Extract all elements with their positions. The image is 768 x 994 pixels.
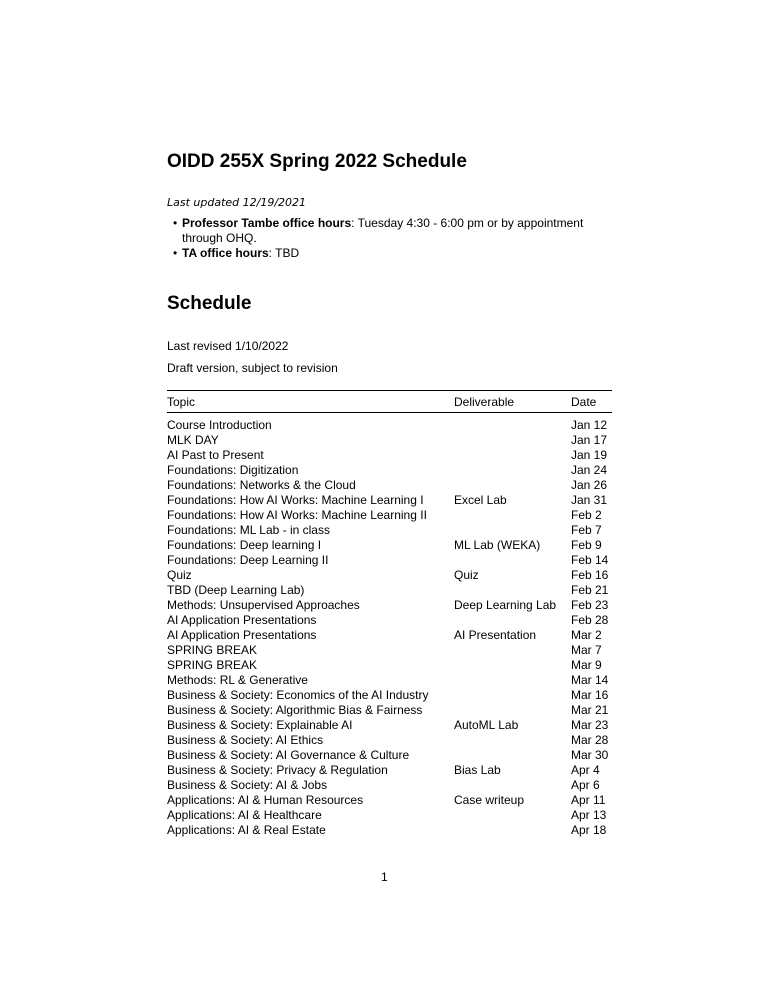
page-number: 1	[381, 870, 388, 884]
cell-date: Jan 19	[571, 448, 608, 462]
schedule-heading: Schedule	[167, 293, 252, 314]
cell-deliverable	[454, 823, 571, 838]
cell-topic: Foundations: Digitization	[167, 463, 299, 477]
cell-deliverable	[454, 613, 571, 628]
cell-date: Feb 28	[571, 613, 609, 627]
cell-deliverable: Excel Lab	[454, 493, 507, 507]
cell-topic: AI Application Presentations	[167, 613, 317, 627]
office-hours-professor	[173, 216, 613, 246]
cell-topic: Quiz	[167, 568, 192, 582]
cell-date: Mar 28	[571, 733, 609, 747]
bullet-icon: •	[173, 216, 178, 230]
cell-date: Feb 9	[571, 538, 602, 552]
table-row	[167, 523, 612, 538]
table-row	[167, 598, 612, 613]
table-row	[167, 538, 612, 553]
column-header-deliverable: Deliverable	[454, 391, 571, 413]
cell-deliverable	[454, 733, 571, 748]
table-row	[167, 493, 612, 508]
cell-deliverable	[454, 413, 571, 434]
cell-deliverable: Bias Lab	[454, 763, 501, 777]
cell-deliverable	[454, 478, 571, 493]
cell-date: Mar 9	[571, 658, 602, 672]
cell-date: Jan 26	[571, 478, 608, 492]
cell-date: Feb 21	[571, 583, 609, 597]
cell-topic: Business & Society: Explainable AI	[167, 718, 353, 732]
cell-deliverable	[454, 778, 571, 793]
table-row	[167, 658, 612, 673]
cell-topic: SPRING BREAK	[167, 658, 258, 672]
cell-date: Apr 13	[571, 808, 607, 822]
table-row	[167, 568, 612, 583]
cell-date: Feb 2	[571, 508, 602, 522]
table-row	[167, 823, 612, 838]
cell-deliverable	[454, 433, 571, 448]
cell-deliverable	[454, 523, 571, 538]
cell-date: Feb 14	[571, 553, 609, 567]
table-row	[167, 703, 612, 718]
cell-date: Feb 7	[571, 523, 602, 537]
cell-topic: TBD (Deep Learning Lab)	[167, 583, 305, 597]
cell-date: Mar 30	[571, 748, 609, 762]
cell-topic: AI Past to Present	[167, 448, 264, 462]
office-hours-ta	[173, 246, 613, 261]
cell-date: Apr 11	[571, 793, 606, 807]
cell-topic: Business & Society: Economics of the AI Industry	[167, 688, 429, 702]
cell-topic: Foundations: How AI Works: Machine Learning II	[167, 508, 427, 522]
cell-date: Jan 24	[571, 463, 608, 477]
bullet-icon: •	[173, 246, 178, 260]
cell-deliverable	[454, 688, 571, 703]
cell-topic: Foundations: ML Lab - in class	[167, 523, 330, 537]
table-row	[167, 763, 612, 778]
cell-date: Mar 16	[571, 688, 609, 702]
table-row	[167, 673, 612, 688]
cell-topic: Applications: AI & Real Estate	[167, 823, 326, 837]
cell-topic: AI Application Presentations	[167, 628, 317, 642]
table-row	[167, 463, 612, 478]
cell-date: Apr 6	[571, 778, 600, 792]
table-row	[167, 508, 612, 523]
cell-date: Mar 2	[571, 628, 602, 642]
cell-deliverable: AutoML Lab	[454, 718, 519, 732]
office-hours-label: TA office hours	[182, 246, 269, 260]
cell-deliverable	[454, 508, 571, 523]
cell-date: Jan 12	[571, 418, 608, 432]
cell-topic: SPRING BREAK	[167, 643, 258, 657]
cell-deliverable	[454, 703, 571, 718]
table-row	[167, 613, 612, 628]
cell-deliverable	[454, 463, 571, 478]
draft-note: Draft version, subject to revision	[167, 361, 338, 375]
cell-topic: Business & Society: AI Governance & Culture	[167, 748, 410, 762]
cell-date: Mar 23	[571, 718, 609, 732]
cell-date: Jan 31	[571, 493, 608, 507]
document-title: OIDD 255X Spring 2022 Schedule	[167, 151, 467, 172]
table-row	[167, 583, 612, 598]
schedule-table-body	[167, 413, 612, 839]
table-row	[167, 413, 612, 434]
column-header-topic: Topic	[167, 391, 454, 413]
cell-deliverable	[454, 553, 571, 568]
table-row	[167, 808, 612, 823]
cell-deliverable: Quiz	[454, 568, 479, 582]
cell-deliverable	[454, 643, 571, 658]
table-header-row	[167, 391, 612, 413]
cell-date: Mar 14	[571, 673, 609, 687]
cell-topic: Foundations: Deep Learning II	[167, 553, 329, 567]
cell-date: Apr 4	[571, 763, 600, 777]
column-header-date: Date	[571, 391, 612, 413]
cell-topic: Methods: Unsupervised Approaches	[167, 598, 360, 612]
cell-topic: Foundations: Deep learning I	[167, 538, 322, 552]
table-row	[167, 778, 612, 793]
cell-date: Feb 16	[571, 568, 609, 582]
table-row	[167, 643, 612, 658]
cell-date: Feb 23	[571, 598, 609, 612]
office-hours-text: : TBD	[268, 246, 300, 260]
table-row	[167, 733, 612, 748]
cell-deliverable	[454, 583, 571, 598]
cell-topic: Applications: AI & Healthcare	[167, 808, 322, 822]
cell-topic: Foundations: How AI Works: Machine Learning I	[167, 493, 424, 507]
cell-deliverable	[454, 673, 571, 688]
office-hours-text: : Tuesday 4:30 - 6:00 pm or by appointment through OHQ.	[182, 216, 584, 245]
table-row	[167, 718, 612, 733]
cell-deliverable: Case writeup	[454, 793, 525, 807]
table-row	[167, 478, 612, 493]
table-row	[167, 688, 612, 703]
cell-date: Jan 17	[571, 433, 608, 447]
office-hours-list	[173, 216, 613, 261]
cell-topic: Business & Society: AI Ethics	[167, 733, 324, 747]
cell-deliverable: AI Presentation	[454, 628, 537, 642]
cell-topic: Business & Society: Privacy & Regulation	[167, 763, 388, 777]
schedule-table	[167, 390, 612, 838]
cell-topic: Applications: AI & Human Resources	[167, 793, 364, 807]
cell-deliverable	[454, 448, 571, 463]
cell-deliverable: ML Lab (WEKA)	[454, 538, 541, 552]
table-row	[167, 793, 612, 808]
cell-deliverable: Deep Learning Lab	[454, 598, 557, 612]
cell-topic: Methods: RL & Generative	[167, 673, 308, 687]
table-row	[167, 628, 612, 643]
table-row	[167, 748, 612, 763]
cell-topic: Course Introduction	[167, 418, 272, 432]
cell-deliverable	[454, 808, 571, 823]
cell-deliverable	[454, 748, 571, 763]
last-updated-note: Last updated 12/19/2021	[167, 196, 307, 209]
cell-topic: Business & Society: AI & Jobs	[167, 778, 328, 792]
cell-date: Mar 21	[571, 703, 609, 717]
cell-date: Mar 7	[571, 643, 602, 657]
last-revised-note: Last revised 1/10/2022	[167, 339, 289, 353]
cell-deliverable	[454, 658, 571, 673]
cell-topic: Foundations: Networks & the Cloud	[167, 478, 356, 492]
cell-topic: Business & Society: Algorithmic Bias & Fairness	[167, 703, 423, 717]
office-hours-label: Professor Tambe office hours	[182, 216, 352, 230]
cell-date: Apr 18	[571, 823, 607, 837]
cell-topic: MLK DAY	[167, 433, 219, 447]
table-row	[167, 553, 612, 568]
table-row	[167, 433, 612, 448]
table-row	[167, 448, 612, 463]
